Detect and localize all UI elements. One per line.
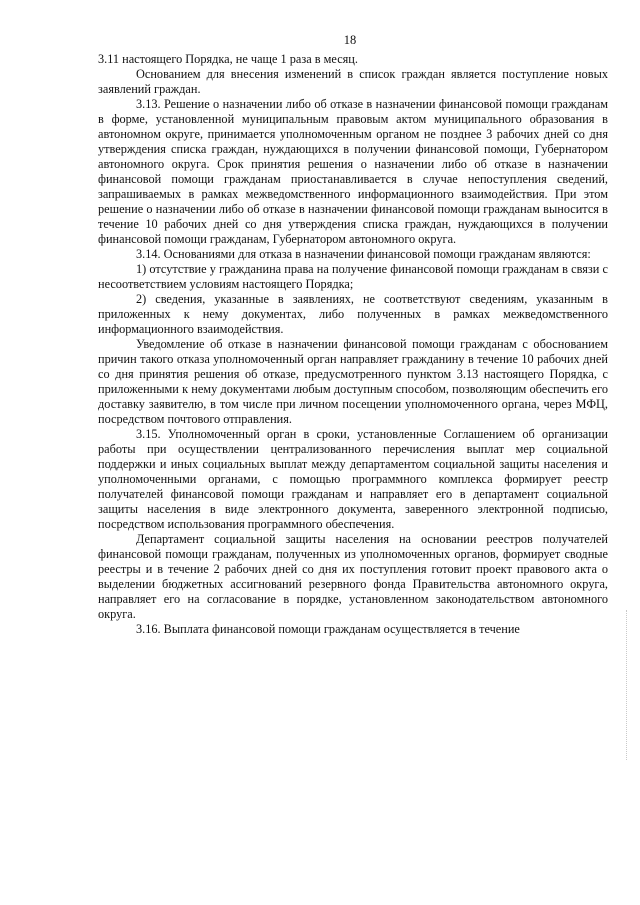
page-number: 18 [343, 33, 357, 47]
paragraph-basis-for-changes: Основанием для внесения изменений в список граждан является поступление новых заявлений граждан. [98, 67, 608, 96]
paragraph-3-14-item-2: 2) сведения, указанные в заявлениях, не соответствуют сведениям, указанным в приложенных к нему документах, либо полученных в рамках межведомственного информационного взаимодействия. [98, 292, 608, 336]
paragraph-department: Департамент социальной защиты населения на основании реестров получателей финансовой помощи гражданам, полученных из уполномоченных органов, формирует сводные реестры и в течение 2 рабочих дней со дня их поступления готовит проект правового акта о выделении бюджетных ассигнований резервного фонда Правительства автономного округа, направляет его на согласование в порядке, установленном законодательством автономного округа. [98, 532, 608, 621]
scan-margin-artifact [626, 610, 629, 760]
paragraph-3-11-continuation: 3.11 настоящего Порядка, не чаще 1 раза в месяц. [98, 52, 358, 66]
paragraph-3-14-item-1: 1) отсутствие у гражданина права на получение финансовой помощи гражданам в связи с несоответствием условиям настоящего Порядка; [98, 262, 608, 291]
paragraph-refusal-notice: Уведомление об отказе в назначении финансовой помощи гражданам с обоснованием причин такого отказа уполномоченный орган направляет гражданину в течение 10 рабочих дней со дня принятия решения об отказе, предусмотренного пунктом 3.13 настоящего Порядка, с приложенными к нему документами любым доступным способом, позволяющим обеспечить его доставку заявителю, в том числе при личном посещении уполномоченного органа, через МФЦ, посредством почтового отправления. [98, 337, 608, 426]
document-body [98, 52, 608, 637]
paragraph-3-16: 3.16. Выплата финансовой помощи гражданам осуществляется в течение [136, 622, 520, 636]
paragraph-3-15: 3.15. Уполномоченный орган в сроки, установленные Соглашением об организации работы при осуществлении централизованного перечисления выплат мер социальной поддержки и иных социальных выплат между департаментом социальной защиты населения и уполномоченными органами, с помощью программного комплекса формирует реестр получателей финансовой помощи гражданам и направляет его в департамент социальной защиты населения в виде электронного документа, заверенного электронной подписью, посредством использования программного обеспечения. [98, 427, 608, 531]
paragraph-3-13: 3.13. Решение о назначении либо об отказе в назначении финансовой помощи гражданам в форме, установленной муниципальным правовым актом муниципального образования в автономном округе, принимается уполномоченным органом не позднее 3 рабочих дней со дня утверждения списка граждан, нуждающихся в получении финансовой помощи, Губернатором автономного округа. Срок принятия решения о назначении либо об отказе в назначении финансовой помощи гражданам приостанавливается в случае непоступления сведений, запрашиваемых в рамках межведомственного информационного взаимодействия. При этом решение о назначении либо об отказе в назначении финансовой помощи гражданам выносится в течение 10 рабочих дней со дня утверждения списка граждан, нуждающихся в получении финансовой помощи гражданам, Губернатором автономного округа. [98, 97, 608, 246]
paragraph-3-14: 3.14. Основаниями для отказа в назначении финансовой помощи гражданам являются: [136, 247, 591, 261]
